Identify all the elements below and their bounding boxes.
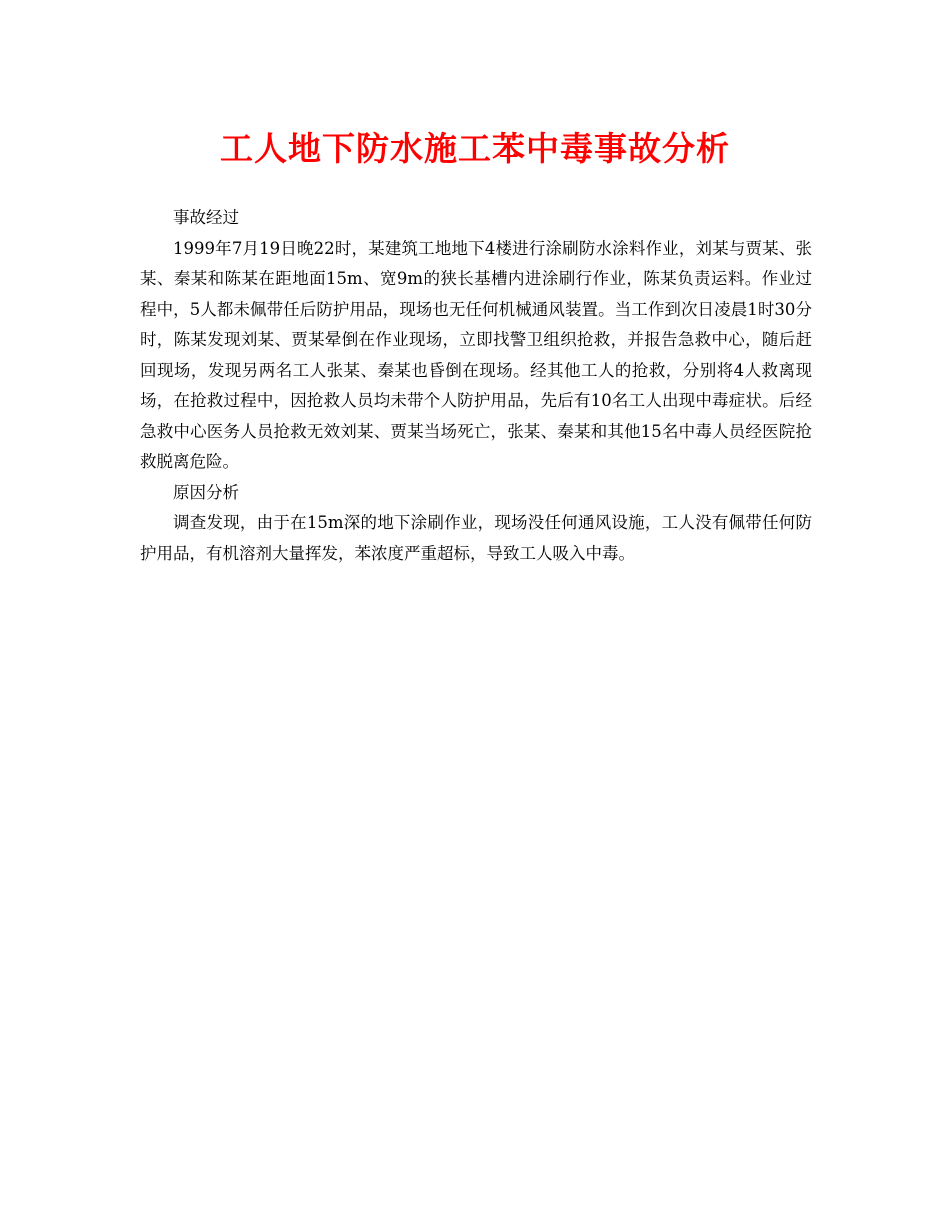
paragraph-accident-details: 1999年7月19日晚22时，某建筑工地地下4楼进行涂刷防水涂料作业，刘某与贾某、张某、秦某和陈某在距地面15m、宽9m的狭长基槽内进涂刷行作业，陈某负责运料。作业过程中，5人都未佩带任后防护用品，现场也无任何机械通风装置。当工作到次日凌晨1时30分时，陈某发现刘某、贾某晕倒在作业现场，立即找警卫组织抢救，并报告急救中心，随后赶回现场，发现另两名工人张某、秦某也昏倒在现场。经其他工人的抢救，分别将4人救离现场，在抢救过程中，因抢救人员均未带个人防护用品，先后有10名工人出现中毒症状。后经急救中心医务人员抢救无效刘某、贾某当场死亡，张某、秦某和其他15名中毒人员经医院抢救脱离危险。 — [140, 238, 812, 471]
page-title: 工人地下防水施工苯中毒事故分析 — [220, 129, 730, 168]
paragraph-cause-details: 调查发现，由于在15m深的地下涂刷作业，现场没任何通风设施，工人没有佩带任何防护用品，有机溶剂大量挥发，苯浓度严重超标，导致工人吸入中毒。 — [140, 513, 812, 563]
section-heading-cause: 原因分析 — [173, 482, 239, 502]
document-body — [140, 203, 812, 569]
section-heading-accident: 事故经过 — [173, 208, 239, 227]
